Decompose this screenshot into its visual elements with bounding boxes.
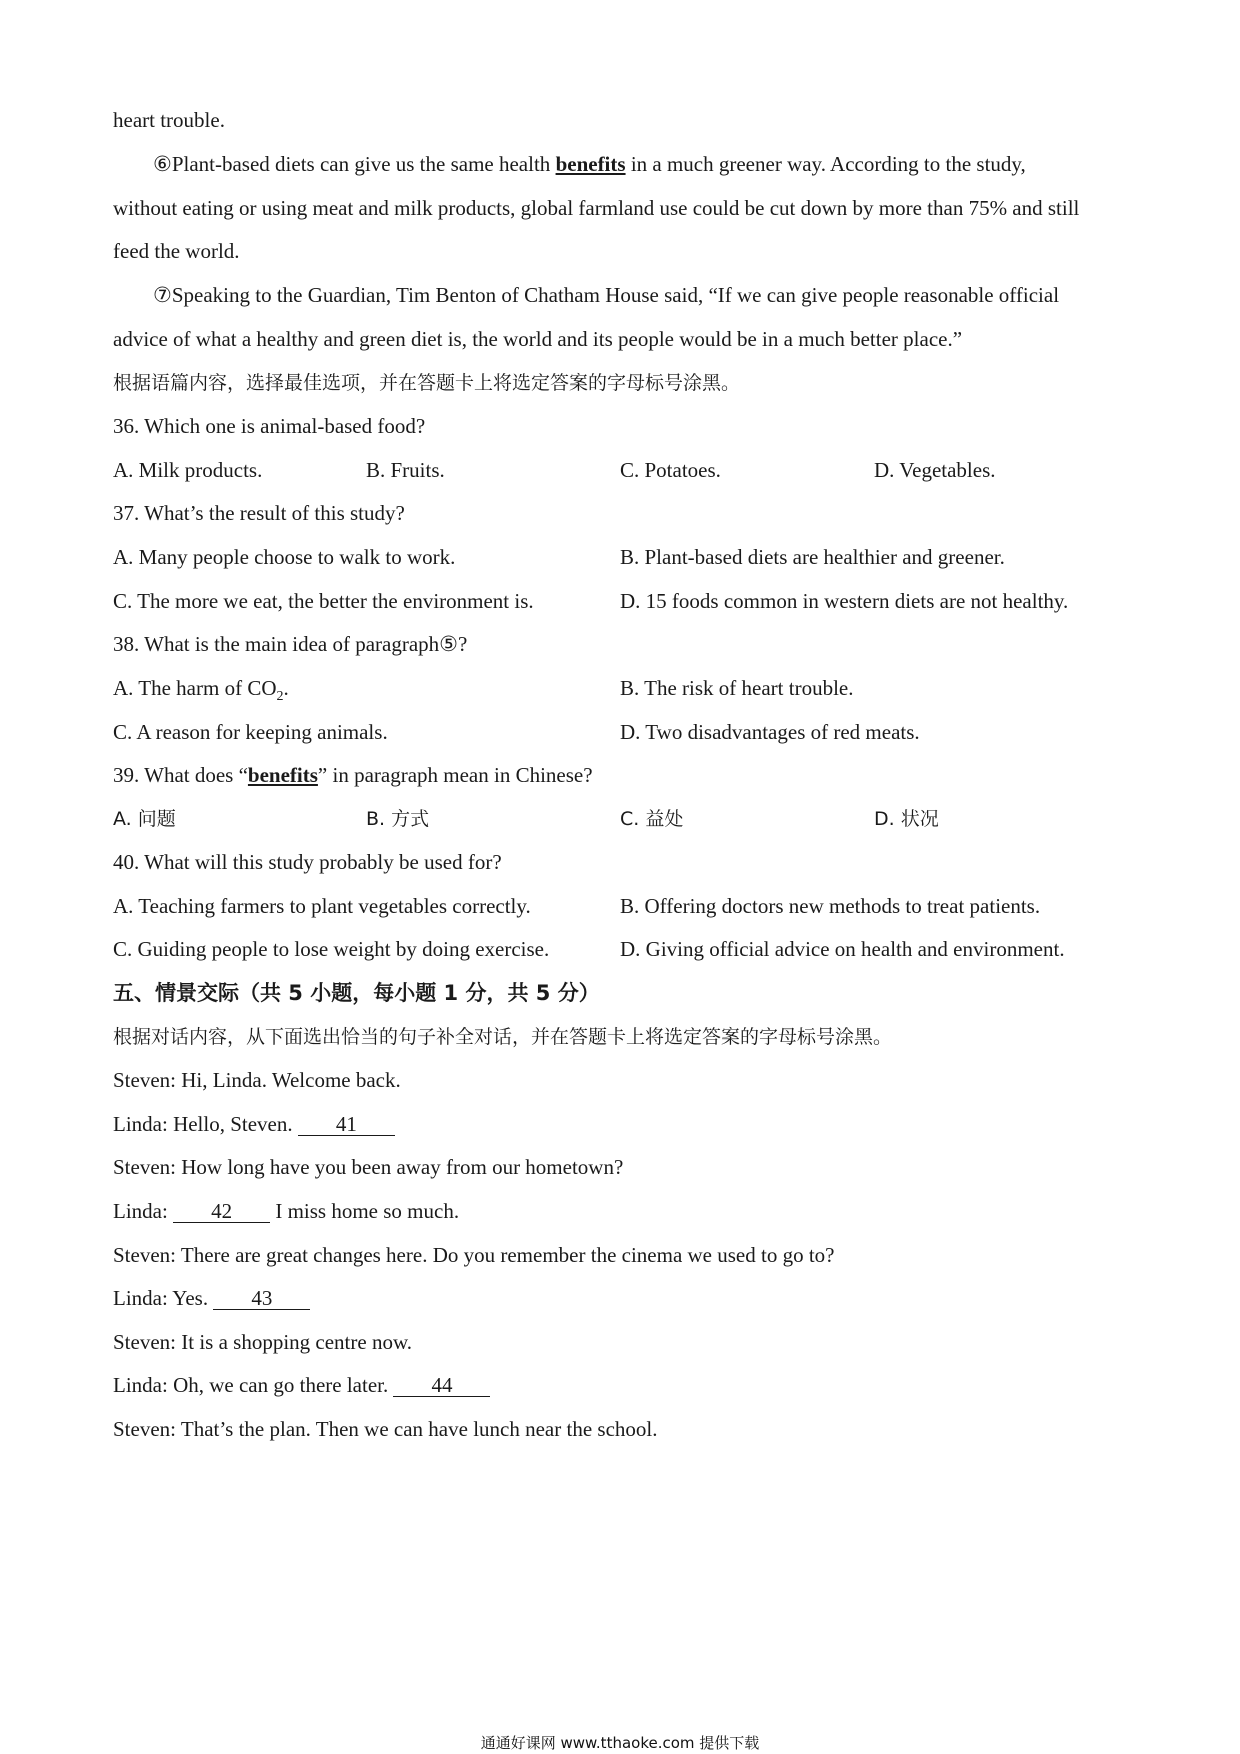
q36-option-d: D. Vegetables.: [874, 458, 996, 482]
q38-option-d: D. Two disadvantages of red meats.: [620, 720, 920, 744]
question-37-stem: 37. What’s the result of this study?: [113, 501, 405, 525]
q39-option-a: A. 问题: [113, 808, 176, 830]
q38-option-c: C. A reason for keeping animals.: [113, 720, 388, 744]
question-40-stem: 40. What will this study probably be used for?: [113, 850, 502, 874]
q39-option-d: D. 状况: [874, 808, 939, 830]
dialogue-line: Steven: How long have you been away from our hometown?: [113, 1155, 624, 1179]
q36-option-a: A. Milk products.: [113, 458, 263, 482]
q36-option-b: B. Fruits.: [366, 458, 445, 482]
dialogue-line: Steven: That’s the plan. Then we can have lunch near the school.: [113, 1417, 658, 1441]
passage-text: in a much greener way. According to the study,: [625, 152, 1026, 176]
q38-option-b: B. The risk of heart trouble.: [620, 676, 854, 700]
answer-blank-44: 44: [393, 1374, 490, 1397]
q37-option-c: C. The more we eat, the better the environment is.: [113, 589, 534, 613]
dialogue-text: Linda: Oh, we can go there later.: [113, 1373, 394, 1397]
dialogue-line: [113, 1198, 459, 1224]
paragraph-6-line-3: feed the world.: [113, 239, 240, 263]
stem-text: ” in paragraph mean in Chinese?: [317, 763, 593, 787]
stem-text: 39. What does “: [113, 763, 248, 787]
q37-option-d: D. 15 foods common in western diets are not healthy.: [620, 589, 1069, 613]
question-39-stem: [113, 762, 593, 788]
section-5-heading: 五、情景交际（共 5 小题，每小题 1 分，共 5 分）: [113, 981, 600, 1005]
q40-option-d: D. Giving official advice on health and environment.: [620, 937, 1065, 961]
q39-option-c: C. 益处: [620, 808, 684, 830]
q40-option-a: A. Teaching farmers to plant vegetables correctly.: [113, 894, 531, 918]
q40-option-c: C. Guiding people to lose weight by doing exercise.: [113, 937, 550, 961]
q40-option-b: B. Offering doctors new methods to treat patients.: [620, 894, 1041, 918]
dialogue-line: Steven: Hi, Linda. Welcome back.: [113, 1068, 401, 1092]
q38-option-a: [113, 675, 289, 710]
dialogue-line: Steven: It is a shopping centre now.: [113, 1330, 412, 1354]
keyword-benefits: benefits: [555, 152, 626, 176]
dialogue-text: I miss home so much.: [270, 1199, 460, 1223]
subscript-2: 2: [276, 689, 284, 705]
footer-download-notice: 通通好课网 www.tthaoke.com 提供下载: [480, 1734, 760, 1752]
question-38-stem: 38. What is the main idea of paragraph⑤?: [113, 632, 468, 656]
option-text: A. The harm of CO: [113, 676, 277, 700]
paragraph-7-line-1: ⑦Speaking to the Guardian, Tim Benton of Chatham House said, “If we can give people reasonable official: [153, 283, 1060, 307]
answer-blank-41: 41: [298, 1113, 395, 1136]
paragraph-7-line-2: advice of what a healthy and green diet is, the world and its people would be in a much better place.”: [113, 327, 963, 351]
dialogue-line: [113, 1111, 395, 1137]
answer-blank-43: 43: [213, 1287, 310, 1310]
reading-instruction: 根据语篇内容，选择最佳选项，并在答题卡上将选定答案的字母标号涂黑。: [113, 372, 741, 394]
section-5-instruction: 根据对话内容，从下面选出恰当的句子补全对话，并在答题卡上将选定答案的字母标号涂黑。: [113, 1026, 893, 1048]
passage-text: ⑥Plant-based diets can give us the same health: [153, 152, 556, 176]
q37-option-a: A. Many people choose to walk to work.: [113, 545, 456, 569]
q39-option-b: B. 方式: [366, 808, 430, 830]
dialogue-line: [113, 1372, 490, 1398]
question-36-stem: 36. Which one is animal-based food?: [113, 414, 426, 438]
keyword-benefits: benefits: [247, 763, 318, 787]
dialogue-text: Linda: Yes.: [113, 1286, 214, 1310]
q36-option-c: C. Potatoes.: [620, 458, 721, 482]
answer-blank-42: 42: [173, 1200, 270, 1223]
dialogue-line: Steven: There are great changes here. Do you remember the cinema we used to go to?: [113, 1243, 835, 1267]
paragraph-6-line-2: without eating or using meat and milk products, global farmland use could be cut down by more than 75% and still: [113, 196, 1080, 220]
dialogue-text: Linda:: [113, 1199, 174, 1223]
passage-line: heart trouble.: [113, 108, 225, 132]
paragraph-6-line-1: [153, 151, 1026, 177]
dialogue-line: [113, 1285, 310, 1311]
q37-option-b: B. Plant-based diets are healthier and greener.: [620, 545, 1005, 569]
period: .: [283, 676, 289, 700]
dialogue-text: Linda: Hello, Steven.: [113, 1112, 298, 1136]
